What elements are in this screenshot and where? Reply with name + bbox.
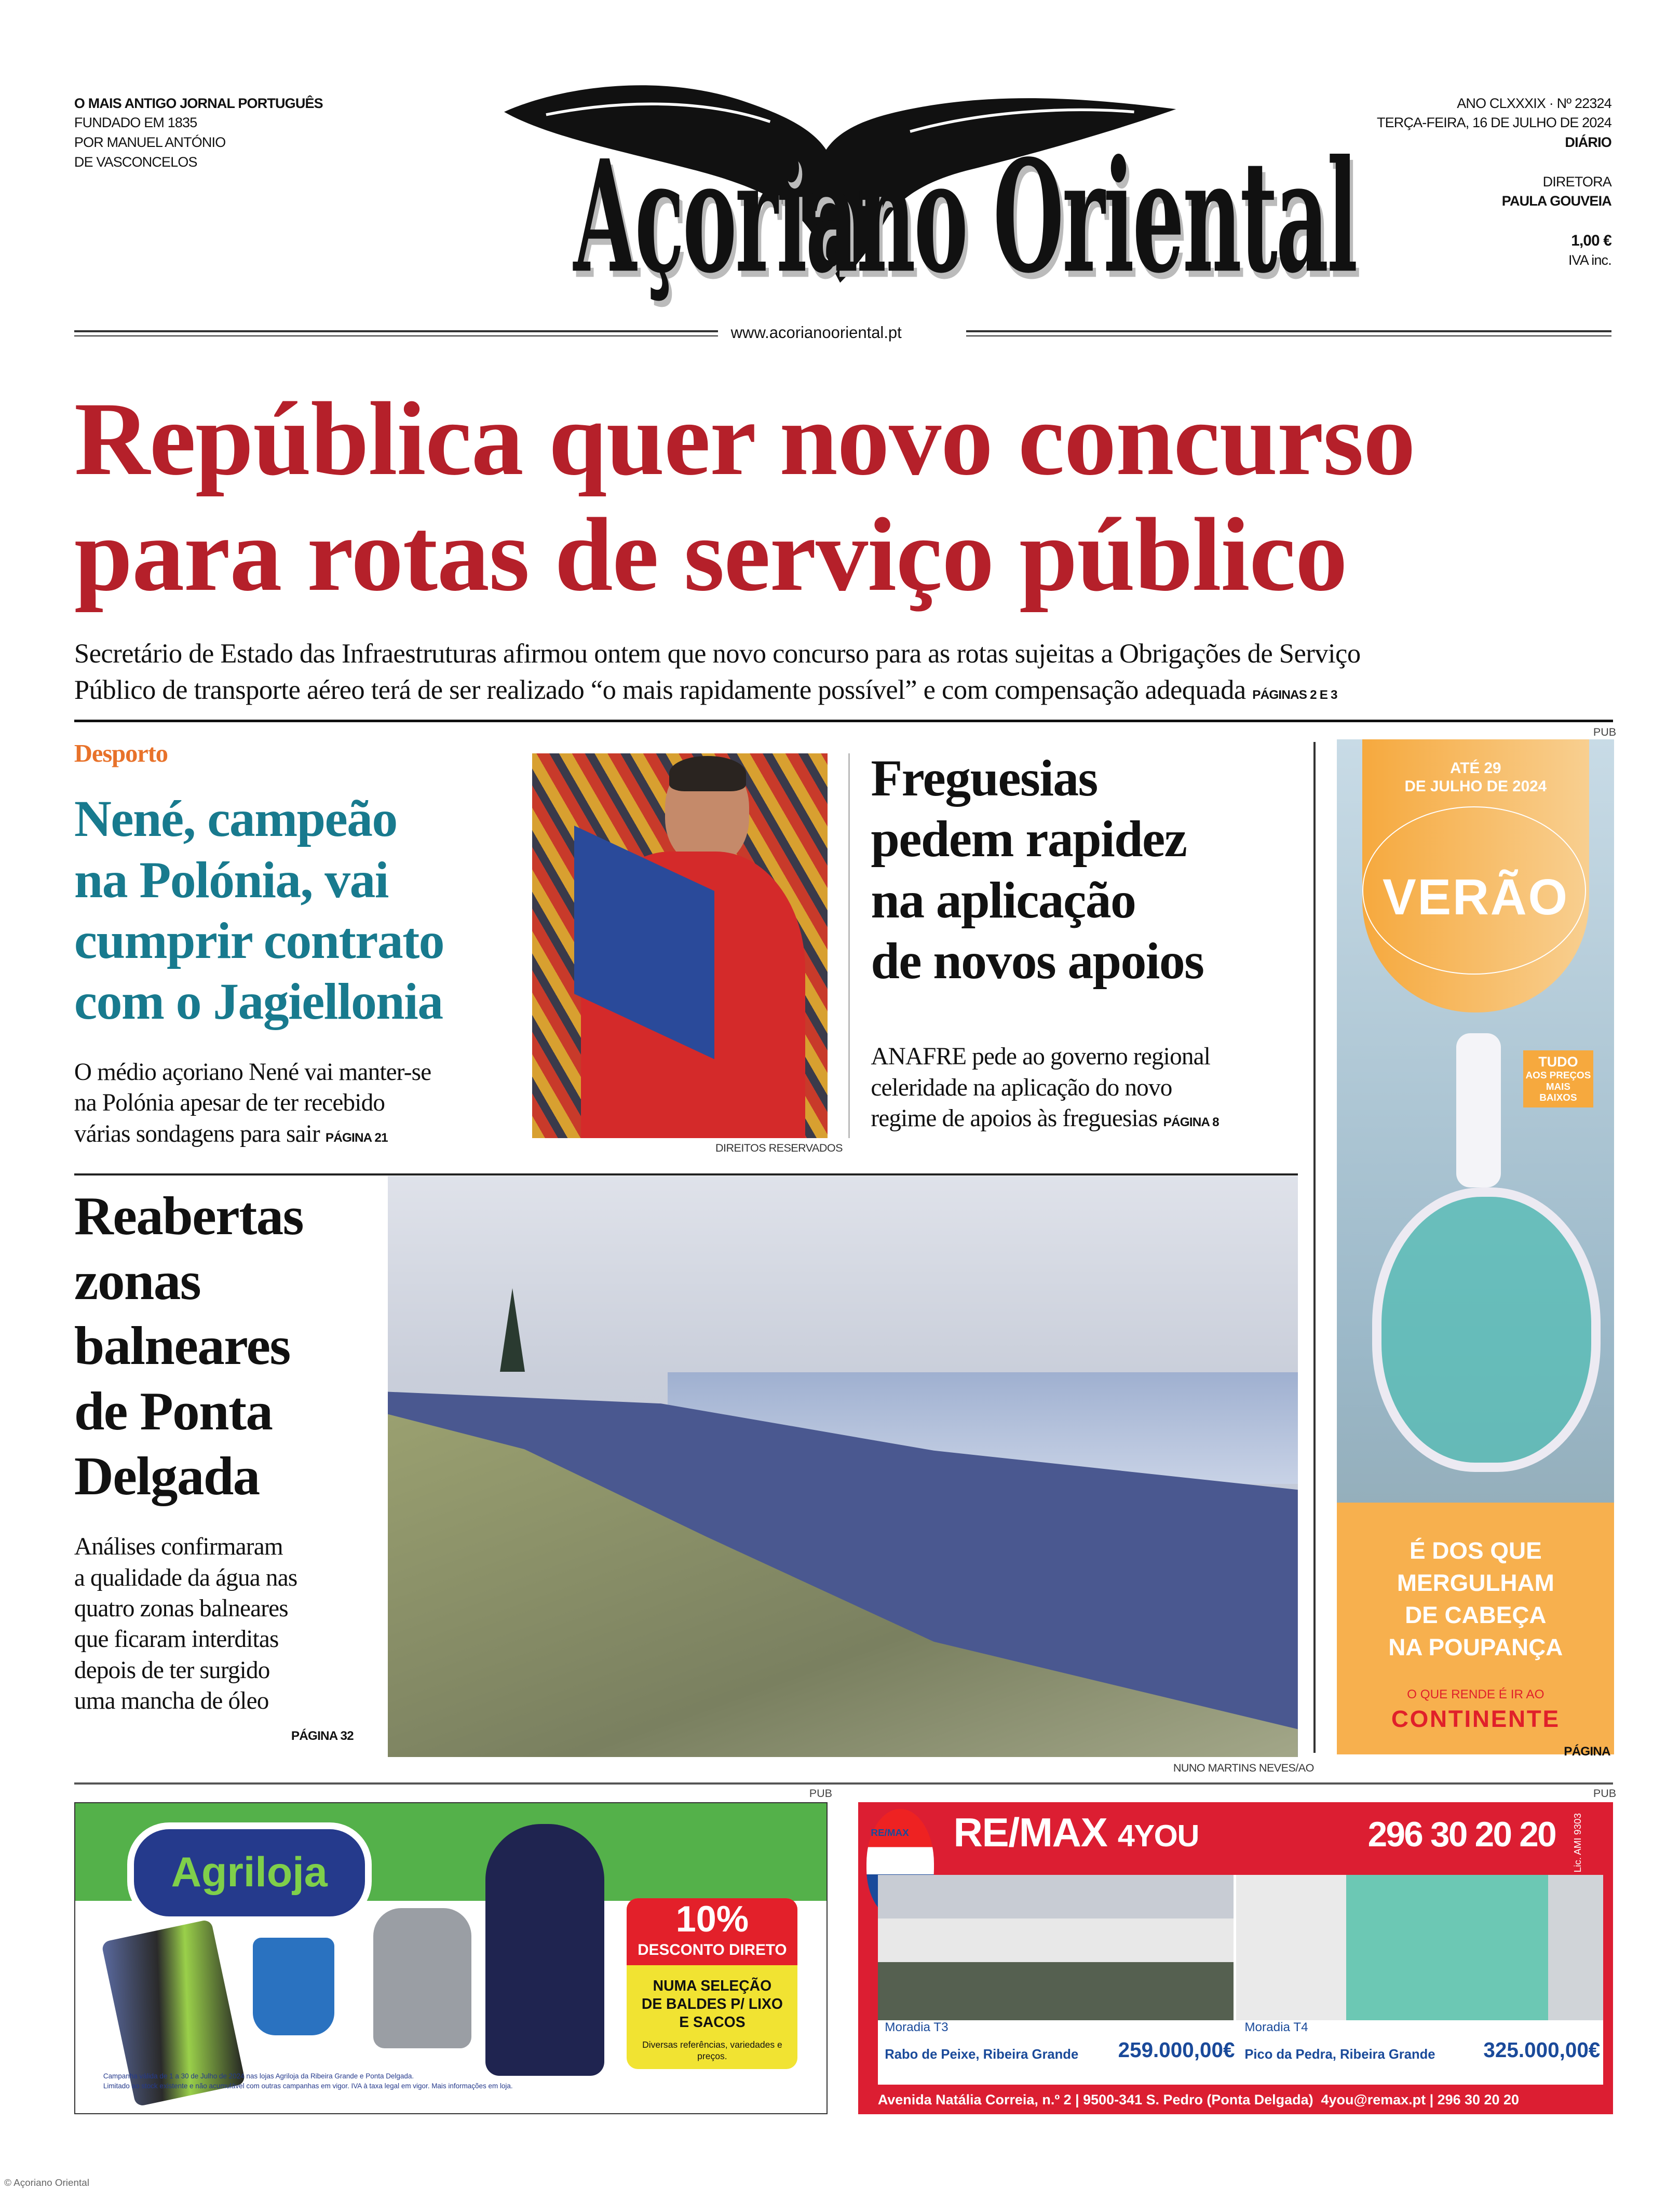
body-line: Análises confirmaram xyxy=(74,1533,283,1561)
headline-line: cumprir contrato xyxy=(74,911,444,969)
listing-card[interactable] xyxy=(885,2020,1235,2062)
listing-ref: 123541125-115 xyxy=(1505,2071,1582,2084)
parishes-body xyxy=(871,1042,1291,1138)
body-line: regime de apoios às freguesias xyxy=(871,1105,1158,1132)
body-line: O médio açoriano Nené vai manter-se xyxy=(74,1059,431,1086)
remax-phone[interactable]: 296 30 20 20 xyxy=(1367,1815,1555,1854)
page-ref: PÁGINAS 2 E 3 xyxy=(1252,688,1337,702)
divider xyxy=(74,330,718,336)
ad-title: VERÃO xyxy=(1382,868,1569,925)
body-line: a qualidade da água nas xyxy=(74,1564,297,1591)
section-label[interactable]: Desporto xyxy=(74,739,168,767)
divider xyxy=(74,1782,1613,1785)
subhead-line: Público de transporte aéreo terá de ser realizado “o mais rapidamente possível” e com compensação adequada xyxy=(74,675,1246,706)
offer-note: Diversas referências, variedades e preços. xyxy=(642,2039,782,2061)
listing-price: 325.000,00€ xyxy=(1483,2037,1601,2062)
beach-photo[interactable] xyxy=(388,1176,1298,1757)
body-line: que ficaram interditas xyxy=(74,1626,279,1653)
divider xyxy=(848,753,850,1139)
listing-card[interactable] xyxy=(1244,2020,1600,2062)
ad-label: PUB xyxy=(1593,1786,1617,1800)
director-name: PAULA GOUVEIA xyxy=(1501,193,1611,209)
headline-line: zonas xyxy=(74,1250,201,1312)
headline-line: pedem rapidez xyxy=(871,810,1187,868)
discount: 10% xyxy=(675,1899,749,1940)
slogan-line: MERGULHAM xyxy=(1397,1569,1554,1596)
body-line: celeridade na aplicação do novo xyxy=(871,1074,1172,1101)
remax-suffix: 4YOU xyxy=(1117,1818,1199,1854)
divider xyxy=(966,330,1611,336)
page-label: PÁGINA xyxy=(1564,1745,1610,1759)
fine-print: Campanha válida de 1 a 30 de Julho de 2024 nas lojas Agriloja da Ribeira Grande e Ponta Delgada. xyxy=(103,2072,414,2080)
remax-brand: RE/MAX xyxy=(953,1809,1107,1856)
page-ref: PÁGINA 21 xyxy=(325,1130,388,1145)
price-note: IVA inc. xyxy=(1568,252,1611,268)
body-line: depois de ter surgido xyxy=(74,1656,270,1684)
headline-line: Nené, campeão xyxy=(74,790,397,848)
subhead-line: Secretário de Estado das Infraestruturas afirmou ontem que novo concurso para as rotas sujeitas a Obrigações de Serviço xyxy=(74,639,1361,669)
headline-line: com o Jagiellonia xyxy=(74,972,443,1031)
headline-line: na Polónia, vai xyxy=(74,850,388,909)
agriloja-ad[interactable] xyxy=(74,1802,828,2114)
badge-text: BAIXOS xyxy=(1539,1092,1577,1103)
ad-date: DE JULHO DE 2024 xyxy=(1404,777,1547,795)
fine-print: Limitado ao stock existente e não acumulável com outras campanhas em vigor. IVA à taxa legal em vigor. Mais informações em loja. xyxy=(103,2082,513,2090)
divider xyxy=(1313,742,1316,1753)
slogan-line: NA POUPANÇA xyxy=(1388,1633,1563,1660)
beaches-headline[interactable] xyxy=(74,1183,382,1509)
founder-line: POR MANUEL ANTÓNIO xyxy=(74,134,226,151)
slogan-line: DE CABEÇA xyxy=(1405,1601,1547,1628)
continente-logo: CONTINENTE xyxy=(1391,1705,1560,1732)
tagline: O MAIS ANTIGO JORNAL PORTUGUÊS xyxy=(74,95,323,111)
body-line: várias sondagens para sair xyxy=(74,1120,320,1147)
divider xyxy=(74,720,1613,722)
issue-number: ANO CLXXXIX · Nº 22324 xyxy=(1457,95,1611,111)
remax-balloon-logo: RE/MAX xyxy=(871,1827,909,1839)
listing-location: Rabo de Peixe, Ribeira Grande xyxy=(885,2047,1079,2062)
listing-type: Moradia T4 xyxy=(1244,2020,1308,2035)
masthead-left xyxy=(74,94,323,172)
ad-label: PUB xyxy=(1593,725,1617,738)
website-link[interactable]: www.acorianooriental.pt xyxy=(730,323,902,342)
listing-ref: 123541006-242 xyxy=(1144,2071,1223,2084)
body-line: ANAFRE pede ao governo regional xyxy=(871,1043,1211,1071)
sport-headline[interactable] xyxy=(74,788,522,1032)
beaches-body xyxy=(74,1532,382,1717)
lead-headline[interactable] xyxy=(74,381,1628,614)
offer-line: NUMA SELEÇÃO xyxy=(653,1977,772,1994)
discount-label: DESCONTO DIRETO xyxy=(638,1941,787,1958)
headline-line: de Ponta xyxy=(74,1380,273,1441)
headline-line: para rotas de serviço público xyxy=(74,496,1347,613)
football-player-photo[interactable] xyxy=(532,753,828,1139)
badge-text: TUDO xyxy=(1538,1053,1578,1070)
slogan-line: É DOS QUE xyxy=(1409,1537,1542,1564)
remax-contact: Avenida Natália Correia, n.º 2 | 9500-341 S. Pedro (Ponta Delgada) 4you@remax.pt | 296 30 20 20 xyxy=(877,2091,1519,2107)
badge-text: MAIS xyxy=(1546,1080,1570,1092)
ad-label: PUB xyxy=(809,1786,833,1800)
listing-price: 259.000,00€ xyxy=(1118,2037,1235,2062)
parishes-headline[interactable] xyxy=(871,748,1305,991)
page-ref: PÁGINA 32 xyxy=(291,1729,354,1744)
headline-line: Reabertas xyxy=(74,1185,303,1246)
body-line: uma mancha de óleo xyxy=(74,1687,269,1714)
license: Lic. AMI 9303 xyxy=(1572,1813,1583,1873)
continente-ad[interactable] xyxy=(1337,739,1614,1754)
listing-photo[interactable] xyxy=(1236,1875,1603,2020)
divider xyxy=(74,1173,1298,1175)
photo-credit: DIREITOS RESERVADOS xyxy=(715,1141,843,1154)
photo-credit: NUNO MARTINS NEVES/AO xyxy=(1173,1761,1314,1775)
founder-line: DE VASCONCELOS xyxy=(74,154,197,170)
offer-line: DE BALDES P/ LIXO xyxy=(641,1995,783,2012)
remax-ad[interactable] xyxy=(858,1802,1613,2114)
headline-line: na aplicação xyxy=(871,871,1136,929)
sport-body xyxy=(74,1057,522,1153)
headline-line: balneares xyxy=(74,1315,290,1376)
headline-line: Delgada xyxy=(74,1445,260,1507)
headline-line: de novos apoios xyxy=(871,931,1204,990)
body-line: na Polónia apesar de ter recebido xyxy=(74,1089,385,1117)
director-label: DIRETORA xyxy=(1542,173,1611,190)
listing-photo[interactable] xyxy=(878,1875,1234,2020)
ad-tagline: O QUE RENDE É IR AO xyxy=(1407,1687,1544,1701)
copyright: © Açoriano Oriental xyxy=(4,2177,89,2188)
badge-text: AOS PREÇOS xyxy=(1525,1070,1591,1081)
issue-date: TERÇA-FEIRA, 16 DE JULHO DE 2024 xyxy=(1376,115,1611,131)
founded: FUNDADO EM 1835 xyxy=(74,115,197,131)
agriloja-logo: Agriloja xyxy=(127,1822,372,1923)
newspaper-logo[interactable]: Açoriano Oriental xyxy=(573,126,1357,307)
body-line: quatro zonas balneares xyxy=(74,1595,288,1622)
offer-line: E SACOS xyxy=(679,2014,746,2031)
ad-date: ATÉ 29 xyxy=(1450,759,1501,777)
headline-line: República quer novo concurso xyxy=(74,380,1415,497)
frequency: DIÁRIO xyxy=(1565,134,1611,151)
listing-type: Moradia T3 xyxy=(885,2020,949,2035)
price: 1,00 € xyxy=(1571,232,1611,249)
lead-subhead xyxy=(74,636,1628,713)
headline-line: Freguesias xyxy=(871,749,1098,807)
page-ref: PÁGINA 8 xyxy=(1163,1115,1219,1129)
listing-location: Pico da Pedra, Ribeira Grande xyxy=(1244,2047,1435,2062)
masthead-right xyxy=(1377,94,1611,271)
